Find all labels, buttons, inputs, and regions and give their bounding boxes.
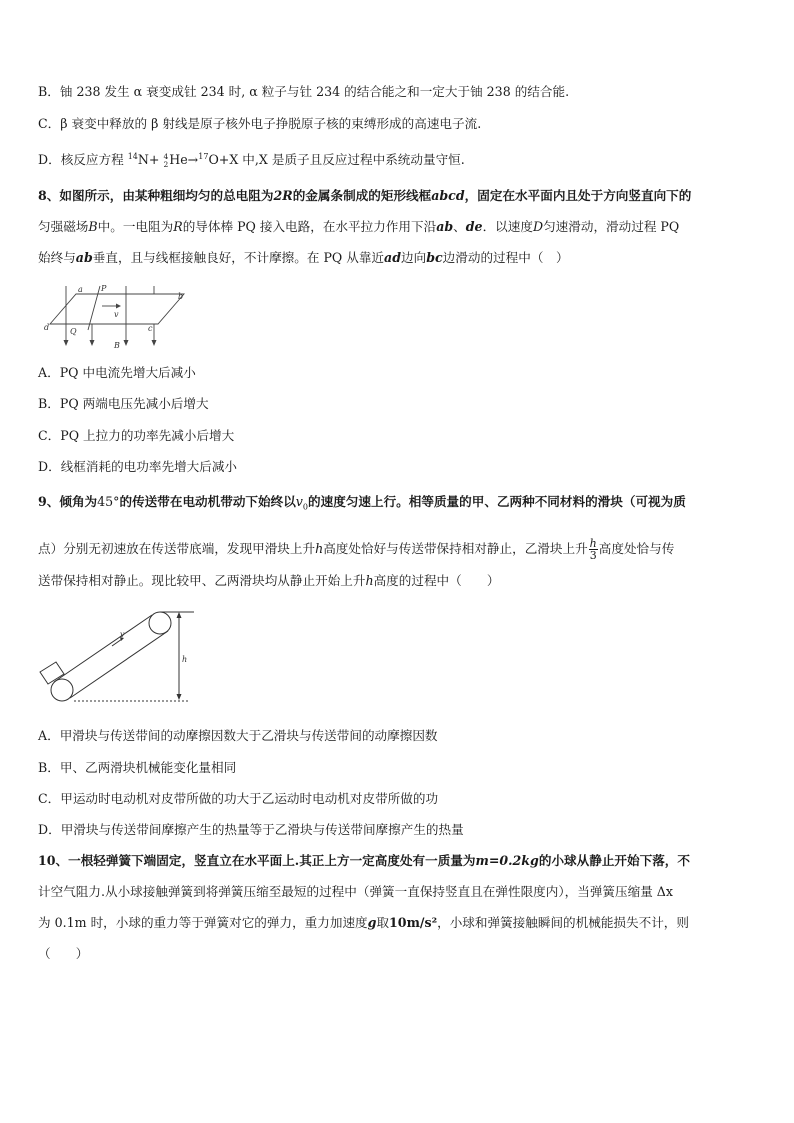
q9-option-c: C．甲运动时电动机对皮带所做的功大于乙运动时电动机对皮带所做的功 [38,791,439,806]
q8-stem-line3: 始终与ab垂直，且与线框接触良好，不计摩擦。在 PQ 从靠近ad边向bc边滑动的过程中（ ） [38,250,569,265]
q8-option-b: B．PQ 两端电压先减小后增大 [38,396,209,411]
q9-stem-line3: 送带保持相对静止。现比较甲、乙两滑块均从静止开始上升h高度的过程中（ ） [38,573,500,588]
q8-option-a: A．PQ 中电流先增大后减小 [38,365,196,380]
q9-conveyor-figure [38,604,198,704]
q9-stem-line1: 9、倾角为45°的传送带在电动机带动下始终以$v_0$的速度匀速上行。相等质量的甲、乙两种不同材料的滑块（可视为质 [38,494,686,512]
q7-option-d: D．核反应方程 $^{14}$N+ 4 2 He→$^{17}$O+X 中,X 是质子且反应过程中系统动量守恒. [38,152,465,169]
q7-option-c: C．β 衰变中释放的 β 射线是原子核外电子挣脱原子核的束缚形成的高速电子流. [38,116,482,131]
q9-label-v: v [120,630,125,639]
q8-stem-line1: 8、如图所示，由某种粗细均匀的总电阻为2R的金属条制成的矩形线框abcd，固定在水平面内且处于方向竖直向下的 [38,188,692,203]
q8-stem-line2: 匀强磁场B中。一电阻为R的导体棒 PQ 接入电路，在水平拉力作用下沿ab、de．以速度D匀速滑动，滑动过程 PQ [38,219,680,234]
q10-stem-line4: （ ） [38,946,89,961]
q8-label-v: v [114,310,119,319]
q9-block [40,662,64,684]
q8-label-a: a [78,285,83,294]
q8-label-b: b [178,292,184,301]
q9-belt-top [54,615,152,682]
q8-frame [50,294,184,324]
q9-fraction: $\frac{h}{3}$ [589,537,597,562]
q10-stem-line1: 10、一根轻弹簧下端固定，竖直立在水平面上.其正上方一定高度处有一质量为m=0.2kg的小球从静止开始下落，不 [38,853,690,868]
q8-label-c: c [148,324,153,333]
q8-field-arrow [64,340,69,346]
q8-circuit-figure [44,282,194,352]
q7-option-b: B．铀 238 发生 α 衰变成钍 234 时, α 粒子与钍 234 的结合能之和一定大于铀 238 的结合能. [38,84,570,99]
q8-velocity-arrow [116,304,121,309]
q8-label-d: d [44,323,50,332]
q8-label-q: Q [70,327,77,336]
q8-label-field: B [114,341,120,350]
q9-option-a: A．甲滑块与传送带间的动摩擦因数大于乙滑块与传送带间的动摩擦因数 [38,728,438,743]
q9-option-d: D．甲滑块与传送带间摩擦产生的热量等于乙滑块与传送带间摩擦产生的热量 [38,822,464,837]
q9-option-b: B．甲、乙两滑块机械能变化量相同 [38,760,237,775]
q8-label-p: P [101,284,107,293]
q8-option-c: C．PQ 上拉力的功率先减小后增大 [38,428,235,443]
q10-stem-line2: 计空气阻力.从小球接触弹簧到将弹簧压缩至最短的过程中（弹簧一直保持竖直且在弹性限度内），当弹簧压缩量 Δx [38,884,673,899]
q10-stem-line3: 为 0.1m 时，小球的重力等于弹簧对它的弹力，重力加速度g取10m/s²，小球和弹簧接触瞬间的机械能损失不计，则 [38,915,689,930]
q8-rod-pq [88,286,100,330]
q9-stem-line2: 点）分别无初速放在传送带底端，发现甲滑块上升h高度处恰好与传送带保持相对静止，乙滑块上升 $\frac{h}{3}$ 高度处恰与传 [38,537,675,562]
q8-option-d: D．线框消耗的电功率先增大后减小 [38,459,238,474]
q9-label-h: h [182,655,188,664]
